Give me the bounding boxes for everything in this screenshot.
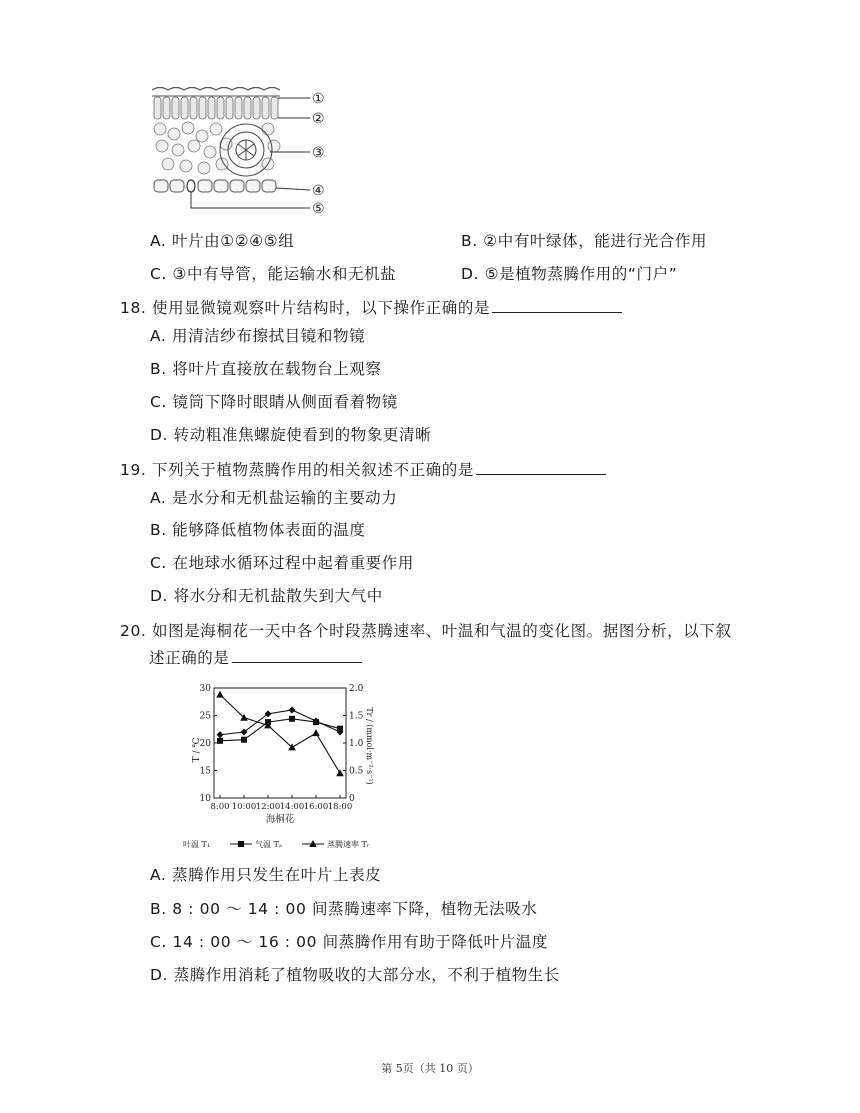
q20-option-d[interactable]: D. 蒸腾作用消耗了植物吸收的大部分水，不利于植物生长 bbox=[150, 966, 560, 984]
leaf-label-2: ② bbox=[312, 111, 325, 127]
q18-option-c[interactable]: C. 镜筒下降时眼睛从侧面看着物镜 bbox=[150, 393, 398, 411]
leaf-temp-point bbox=[289, 707, 296, 714]
legend-marker bbox=[238, 841, 244, 847]
leaf-label-3: ③ bbox=[312, 145, 325, 161]
q19-stem-text: 19. 下列关于植物蒸腾作用的相关叙述不正确的是 bbox=[120, 461, 474, 479]
q19-answer-blank[interactable] bbox=[476, 460, 606, 475]
q18-stem bbox=[120, 296, 622, 318]
q19-option-c[interactable]: C. 在地球水循环过程中起着重要作用 bbox=[150, 554, 414, 572]
leaf-cross-section-figure bbox=[150, 84, 340, 216]
transpiration-rate-point bbox=[336, 769, 344, 776]
y-axis-label: T / ℃ bbox=[192, 737, 202, 763]
x-tick-label: 8:00 bbox=[210, 802, 230, 812]
transpiration-temperature-chart bbox=[180, 680, 395, 855]
x-tick-label: 12:00 bbox=[255, 802, 281, 812]
air-temp-point bbox=[313, 719, 319, 725]
q17-option-b[interactable]: B. ②中有叶绿体，能进行光合作用 bbox=[461, 232, 708, 250]
q20-stem-text: 述正确的是 bbox=[149, 649, 230, 667]
air-temp-point bbox=[337, 726, 343, 732]
q19-stem bbox=[120, 458, 606, 480]
q19-option-a[interactable]: A. 是水分和无机盐运输的主要动力 bbox=[150, 489, 398, 507]
y-tick-label: 20 bbox=[199, 739, 211, 749]
legend-label-leaf-temp: 叶温 T₁ bbox=[183, 840, 211, 849]
y2-axis-label: Tr / (mmol·m⁻²·s⁻¹) bbox=[365, 707, 374, 785]
y2-tick-label: 1.0 bbox=[349, 739, 364, 749]
q18-option-d[interactable]: D. 转动粗准焦螺旋使看到的物象更清晰 bbox=[150, 426, 432, 444]
air-temp-point bbox=[241, 737, 247, 743]
air-temp-line bbox=[220, 719, 340, 741]
q20-option-c[interactable]: C. 14 : 00 ～ 16 : 00 间蒸腾作用有助于降低叶片温度 bbox=[150, 933, 549, 951]
leaf-temp-line bbox=[220, 710, 340, 735]
x-tick-label: 10:00 bbox=[231, 802, 257, 812]
legend-label-air-temp: 气温 Tₐ bbox=[255, 840, 282, 849]
q20-stem-line1: 20. 如图是海桐花一天中各个时段蒸腾速率、叶温和气温的变化图。据图分析，以下叙 bbox=[120, 622, 732, 640]
legend-label-transpiration-rate: 蒸腾速率 Tᵣ bbox=[327, 840, 370, 849]
q18-option-a[interactable]: A. 用清洁纱布擦拭目镜和物镜 bbox=[150, 327, 366, 345]
q17-option-c[interactable]: C. ③中有导管，能运输水和无机盐 bbox=[150, 265, 397, 283]
transpiration-rate-point bbox=[216, 691, 224, 698]
y-tick-label: 30 bbox=[199, 684, 211, 694]
q18-stem-text: 18. 使用显微镜观察叶片结构时，以下操作正确的是 bbox=[120, 299, 491, 317]
y2-tick-label: 2.0 bbox=[349, 684, 364, 694]
transpiration-rate-point bbox=[312, 729, 320, 736]
air-temp-point bbox=[217, 738, 223, 744]
leaf-label-5: ⑤ bbox=[312, 201, 325, 216]
page-footer: 第 5页（共 10 页） bbox=[381, 1062, 479, 1075]
transpiration-rate-line bbox=[220, 695, 340, 774]
air-temp-point bbox=[289, 716, 295, 722]
q20-stem-line2 bbox=[149, 646, 362, 668]
y-tick-label: 10 bbox=[199, 794, 211, 804]
y2-tick-label: 0.5 bbox=[349, 766, 364, 777]
q19-option-b[interactable]: B. 能够降低植物体表面的温度 bbox=[150, 521, 366, 539]
x-tick-label: 14:00 bbox=[279, 802, 305, 812]
q20-option-b[interactable]: B. 8 : 00 ～ 14 : 00 间蒸腾速率下降，植物无法吸水 bbox=[150, 900, 538, 918]
y2-tick-label: 0 bbox=[349, 794, 355, 804]
y-tick-label: 25 bbox=[199, 711, 211, 722]
leaf-temp-point bbox=[217, 731, 224, 738]
leaf-label-1: ① bbox=[312, 91, 325, 107]
y2-tick-label: 1.5 bbox=[349, 711, 364, 722]
q17-option-a[interactable]: A. 叶片由①②④⑤组 bbox=[150, 232, 295, 250]
x-axis-label: 海桐花 bbox=[265, 814, 295, 825]
q20-answer-blank[interactable] bbox=[232, 648, 362, 663]
q17-option-d[interactable]: D. ⑤是植物蒸腾作用的“门户” bbox=[461, 265, 678, 283]
y-tick-label: 15 bbox=[199, 766, 211, 777]
q18-option-b[interactable]: B. 将叶片直接放在载物台上观察 bbox=[150, 360, 382, 378]
leaf-label-4: ④ bbox=[312, 183, 325, 199]
x-tick-label: 16:00 bbox=[303, 802, 329, 812]
q20-option-a[interactable]: A. 蒸腾作用只发生在叶片上表皮 bbox=[150, 866, 382, 884]
x-tick-label: 18:00 bbox=[327, 802, 353, 812]
q18-answer-blank[interactable] bbox=[492, 298, 622, 313]
q19-option-d[interactable]: D. 将水分和无机盐散失到大气中 bbox=[150, 587, 383, 605]
